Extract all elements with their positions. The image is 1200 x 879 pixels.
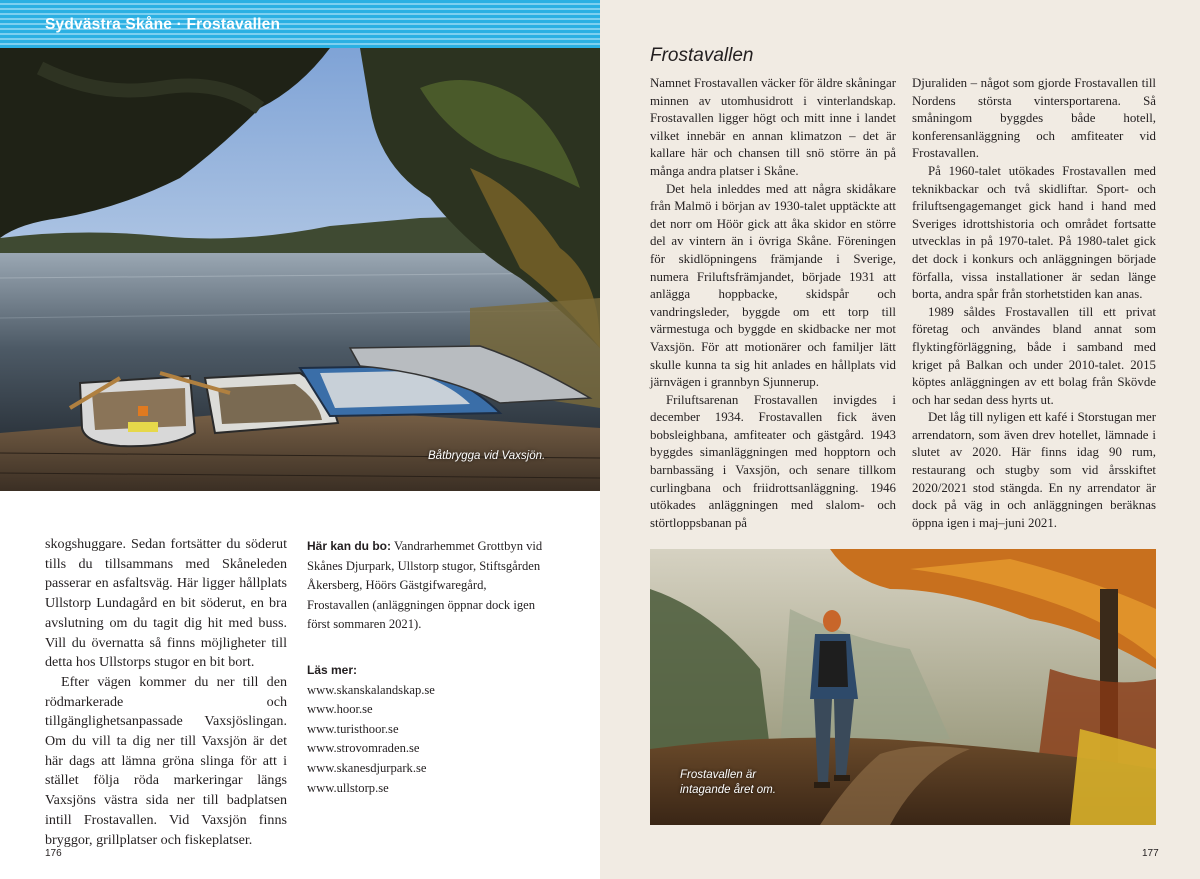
read-more-label: Läs mer:	[307, 662, 358, 677]
link-hoor[interactable]: www.hoor.se	[307, 702, 373, 717]
stay-text: Vandrarhemmet Grottbyn vid Skånes Djurpark, Ullstorp stugor, Stiftsgården Åkersberg, Höörs Gästgifwaregård, Frostavallen (anläggningen öppnar dock igen först sommaren 2021).	[307, 539, 543, 632]
article-paragraph: Djuraliden – något som gjorde Frostavallen till Nordens största vintersportarena. Så småningom byggdes både hotell, konferensanläggning och amfiteater vid Frostavallen.	[912, 76, 1156, 161]
right-column-1	[650, 75, 896, 532]
page-number-right: 177	[1142, 848, 1159, 859]
article-paragraph: Namnet Frostavallen väcker för äldre skåningar minnen av utomhusidrott i vinterlandskap. Frostavallen ligger högt och mitt inne i landet vilket innebär en annan klimatzon – det är kallare här och chansen till snö större än på många andra platser i Skåne.	[650, 76, 896, 178]
article-paragraph: Det låg till nyligen ett kafé i Storstugan mer arrendatorn, som även drev hotellet, lämnade i slutet av 2020. Här finns idag 90 rum, restaurang och stugby som vid årsskiftet 2020/2021 stod stängda. En ny arrendator är dock på väg in och anläggningen beräknas öppna igen i maj–juni 2021.	[912, 410, 1156, 530]
stay-label: Här kan du bo:	[307, 539, 392, 553]
boat-dock-photo	[0, 48, 600, 491]
section-title: Sydvästra Skåne · Frostavallen	[45, 16, 281, 33]
right-column-2	[912, 75, 1156, 532]
boat-dock-illustration	[0, 48, 600, 491]
stay-block	[307, 537, 547, 635]
article-paragraph: Friluftsarenan Frostavallen invigdes i december 1934. Frostavallen fick även bobsleighbana, amfiteater och gästgård. 1943 byggdes simanläggningen med hopptorn och barnbassäng i Vaxsjön, och senare tillkom curlingbana och friidrottsanläggning. 1946 utökades anläggningen med slalom- och störtloppsbanan på	[650, 392, 896, 530]
info-box	[307, 537, 547, 798]
link-skanskalandskap[interactable]: www.skanskalandskap.se	[307, 682, 435, 697]
link-turisthoor[interactable]: www.turisthoor.se	[307, 721, 399, 736]
article-paragraph: 1989 såldes Frostavallen till ett privat företag och användes bland annat som flyktingförläggning, både i samband med kriget på Balkan och under 2010-talet. 2015 köptes anläggningen av ett bolag från Skövde och har sedan dess hyrts ut.	[912, 304, 1156, 407]
page-number-left: 176	[45, 848, 62, 859]
article-paragraph: Det hela inleddes med att några skidåkare från Malmö i början av 1930-talet upptäckte att det norr om Höör gick att åka skidor en större del av vintern än i övriga Skåne. Föreningen för skidlöpningens främjande i Sverige, numera Friluftsfrämjandet, började 1931 att anlägga hoppbacke, skidspår och vandringsleder, byggde om ett torp till värmestuga och byggde en skidbacke ner mot Vaxsjön. För att motionärer och familjer lätt skulle kunna ta sig hit anlades en hållplats vid järnvägen i grannbyn Sjunnerup.	[650, 181, 896, 390]
left-paragraph: Efter vägen kommer du ner till den rödmarkerade och tillgänglighetsanpassade Vaxsjöslingan. Om du vill ta dig ner till Vaxsjön är det här dags att lämna gröna slinga för att i stället följa röda markeringar längs Vaxsjöns västra sida ner till badplatsen intill Frostavallen. Vid Vaxsjön finns bryggor, grillplatser och fiskeplatser.	[45, 673, 287, 848]
link-skanesdjurpark[interactable]: www.skanesdjurpark.se	[307, 760, 427, 775]
link-ullstorp[interactable]: www.ullstorp.se	[307, 780, 389, 795]
boat-photo-caption: Båtbrygga vid Vaxsjön.	[428, 450, 546, 462]
left-paragraph: skogshuggare. Sedan fortsätter du söderut tills du tillsammans med Skåneleden passerar en asfaltsväg. Här ligger hållplats Ullstorp Lundagård en bit söderut, en bra avslutning om du tagit dig hit med buss. Vill du övernatta så finns möjligheter till detta hos Ullstorps stugor en bit bort.	[45, 536, 287, 671]
hiker-photo-caption: Frostavallen är intagande året om.	[680, 769, 776, 796]
article-paragraph: På 1960-talet utökades Frostavallen med teknikbackar och två skidliftar. Sport- och friluftsengagemanget gick hand i hand med Sveriges idrottshistoria och området fortsatte utvecklas in på 1970-talet. På 1980-talet gick det dock i konkurs och anläggningen började förfalla, vissa installationer är sedan länge borta, andra spår från storhetstiden kan anas.	[912, 163, 1156, 302]
link-strovomraden[interactable]: www.strovomraden.se	[307, 741, 420, 756]
read-more-block	[307, 661, 547, 798]
article-title: Frostavallen	[650, 45, 754, 66]
left-body-text	[45, 535, 287, 850]
